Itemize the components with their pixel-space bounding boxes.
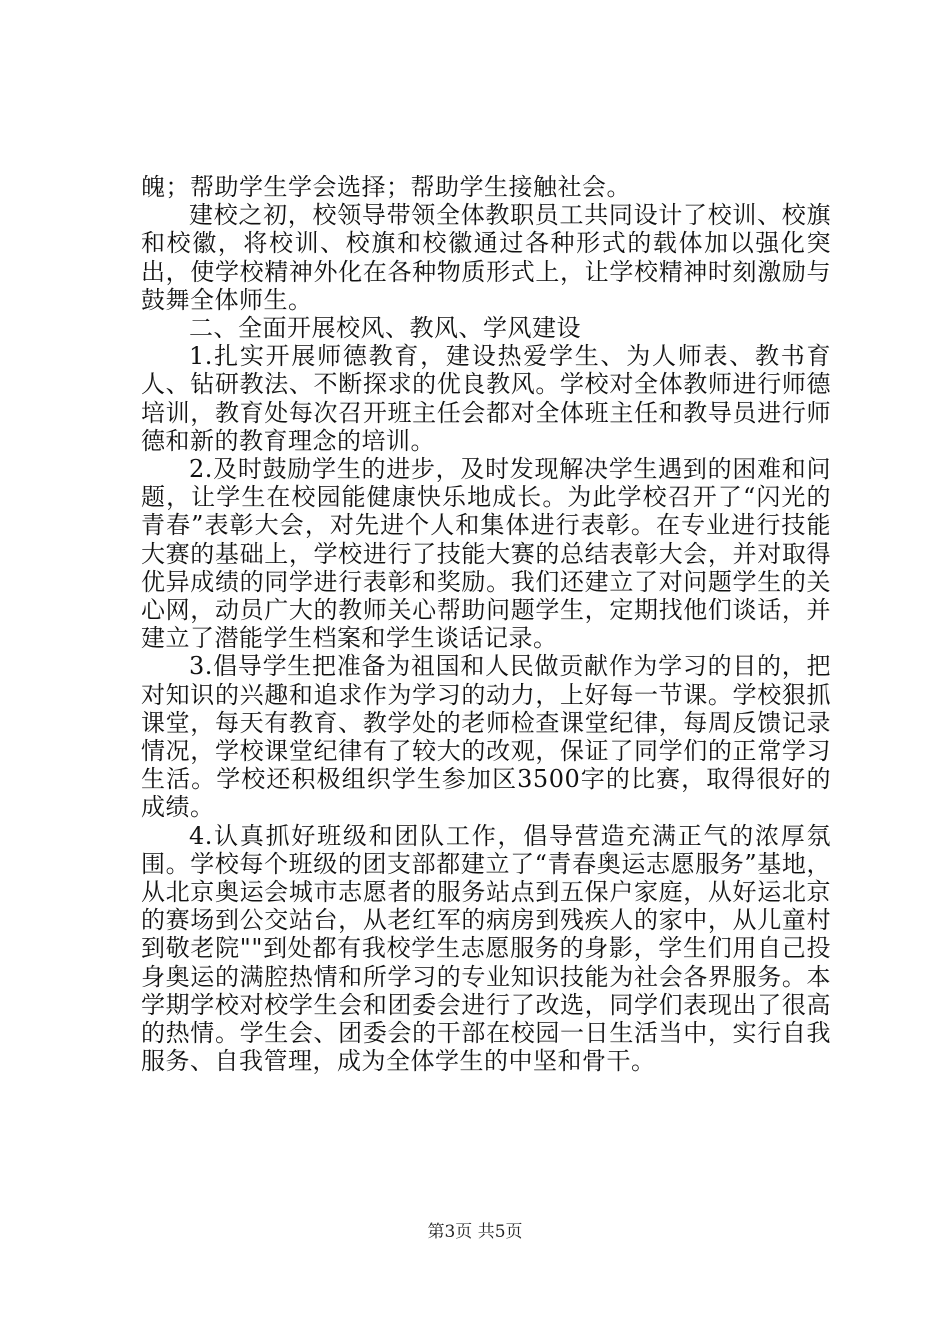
page-number: 第3页 共5页 — [427, 1222, 523, 1242]
section-heading: 二、全面开展校风、教风、学风建设 — [189, 314, 581, 343]
paragraph-continuation: 魄；帮助学生学会选择；帮助学生接触社会。 — [141, 173, 631, 201]
paragraph-school-motto: 建校之初，校领导带领全体教职员工共同设计了校训、校旗和校徽，将校训、校旗和校徽通过各种形式的载体加以强化突出，使学校精神外化在各种物质形式上，让学校精神时刻激励与鼓舞全体师生。 — [141, 201, 831, 314]
paragraph-item-2: 2.及时鼓励学生的进步，及时发现解决学生遇到的困难和问题，让学生在校园能健康快乐地成长。为此学校召开了“闪光的青春”表彰大会，对先进个人和集体进行表彰。在专业进行技能大赛的基础上，学校进行了技能大赛的总结表彰大会，并对取得优异成绩的同学进行表彰和奖励。我们还建立了对问题学生的关心网，动员广大的教师关心帮助问题学生，定期找他们谈话，并建立了潜能学生档案和学生谈话记录。 — [141, 455, 831, 653]
paragraph-item-1: 1.扎实开展师德教育，建设热爱学生、为人师表、教书育人、钻研教法、不断探求的优良教风。学校对全体教师进行师德培训，教育处每次召开班主任会都对全体班主任和教导员进行师德和新的教育理念的培训。 — [141, 342, 831, 455]
document-body — [141, 173, 831, 1076]
paragraph-item-3: 3.倡导学生把准备为祖国和人民做贡献作为学习的目的，把对知识的兴趣和追求作为学习的动力，上好每一节课。学校狠抓课堂，每天有教育、教学处的老师检查课堂纪律，每周反馈记录情况，学校课堂纪律有了较大的改观，保证了同学们的正常学习生活。学校还积极组织学生参加区3500字的比赛，取得很好的成绩。 — [141, 652, 831, 822]
paragraph-item-4: 4.认真抓好班级和团队工作，倡导营造充满正气的浓厚氛围。学校每个班级的团支部都建立了“青春奥运志愿服务”基地，从北京奥运会城市志愿者的服务站点到五保户家庭，从好运北京的赛场到公交站台，从老红军的病房到残疾人的家中，从儿童村到敬老院""到处都有我校学生志愿服务的身影，学生们用自己投身奥运的满腔热情和所学习的专业知识技能为社会各界服务。本学期学校对校学生会和团委会进行了改选，同学们表现出了很高的热情。学生会、团委会的干部在校园一日生活当中，实行自我服务、自我管理，成为全体学生的中坚和骨干。 — [141, 821, 831, 1076]
